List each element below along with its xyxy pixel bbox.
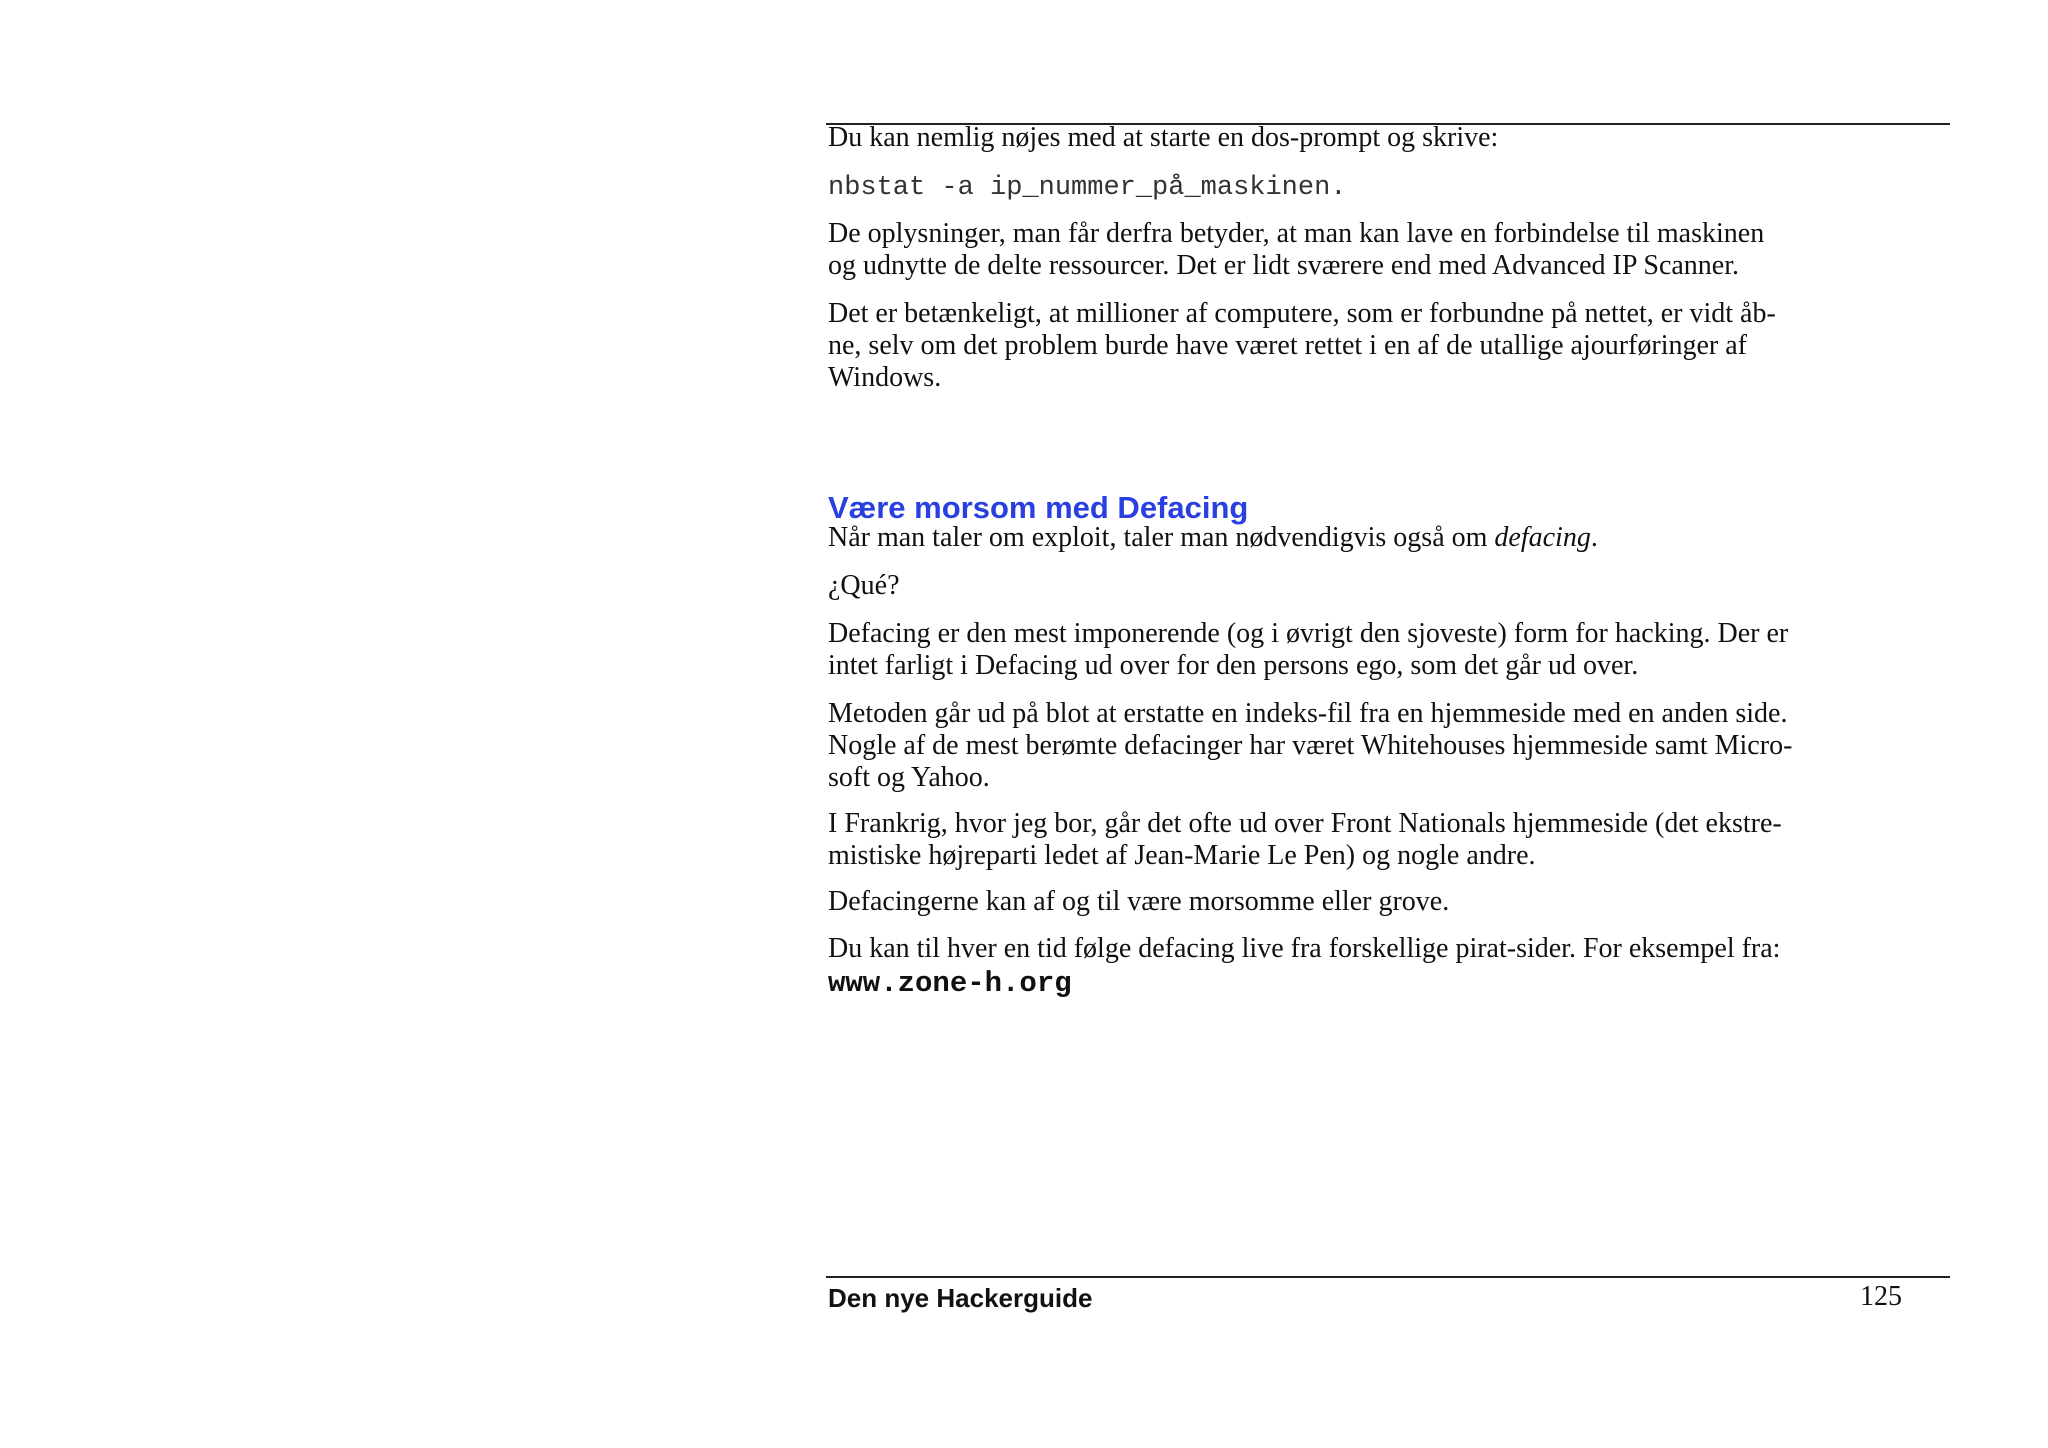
paragraph-line: Windows. <box>828 362 942 393</box>
paragraph-oplysninger <box>828 218 1948 282</box>
paragraph-line: I Frankrig, hvor jeg bor, går det ofte ud over Front Nationals hjemmeside (det ekstre- <box>828 808 1782 839</box>
paragraph-live: Du kan til hver en tid følge defacing live fra forskellige pirat-sider. For eksempel fra: <box>828 933 1781 964</box>
paragraph-defacingerne: Defacingerne kan af og til være morsomme eller grove. <box>828 886 1450 917</box>
paragraph-frankrig <box>828 808 1948 872</box>
paragraph-line: De oplysninger, man får derfra betyder, at man kan lave en forbindelse til maskinen <box>828 218 1765 249</box>
footer-rule <box>826 1276 1950 1278</box>
footer-book-title: Den nye Hackerguide <box>828 1283 1093 1313</box>
intro-suffix: . <box>1590 522 1598 553</box>
paragraph-intro-defacing <box>828 522 1948 554</box>
code-nbstat-command: nbstat -a ip_nummer_på_maskinen. <box>828 173 1347 203</box>
intro-text: Når man taler om exploit, taler man nødvendigvis også om <box>828 522 1495 553</box>
section-heading: Være morsom med Defacing <box>828 490 1249 525</box>
paragraph-line: mistiske højreparti ledet af Jean-Marie Le Pen) og nogle andre. <box>828 840 1536 871</box>
paragraph-line: Det er betænkeligt, at millioner af computere, som er forbundne på nettet, er vidt åb- <box>828 298 1776 329</box>
intro-emphasis: defacing <box>1494 522 1591 553</box>
zone-h-url: www.zone-h.org <box>828 967 1072 1000</box>
paragraph-defacing-definition <box>828 618 1948 682</box>
paragraph-line: ne, selv om det problem burde have været rettet i en af de utallige ajourføringer af <box>828 330 1747 361</box>
paragraph-line: Nogle af de mest berømte defacinger har været Whitehouses hjemmeside samt Micro- <box>828 730 1793 761</box>
paragraph-line: Defacing er den mest imponerende (og i øvrigt den sjoveste) form for hacking. Der er <box>828 618 1789 649</box>
paragraph-line: Metoden går ud på blot at erstatte en indeks-fil fra en hjemmeside med en anden side. <box>828 698 1788 729</box>
footer-page-number: 125 <box>1860 1281 1902 1312</box>
paragraph-line: intet farligt i Defacing ud over for den persons ego, som det går ud over. <box>828 650 1639 681</box>
paragraph-que: ¿Qué? <box>828 570 900 601</box>
paragraph-line: soft og Yahoo. <box>828 762 990 793</box>
paragraph-betaenkeligt <box>828 298 1948 394</box>
paragraph-line: og udnytte de delte ressourcer. Det er lidt sværere end med Advanced IP Scanner. <box>828 250 1740 281</box>
paragraph-metoden <box>828 698 1948 794</box>
paragraph-dos-prompt: Du kan nemlig nøjes med at starte en dos-prompt og skrive: <box>828 122 1499 153</box>
